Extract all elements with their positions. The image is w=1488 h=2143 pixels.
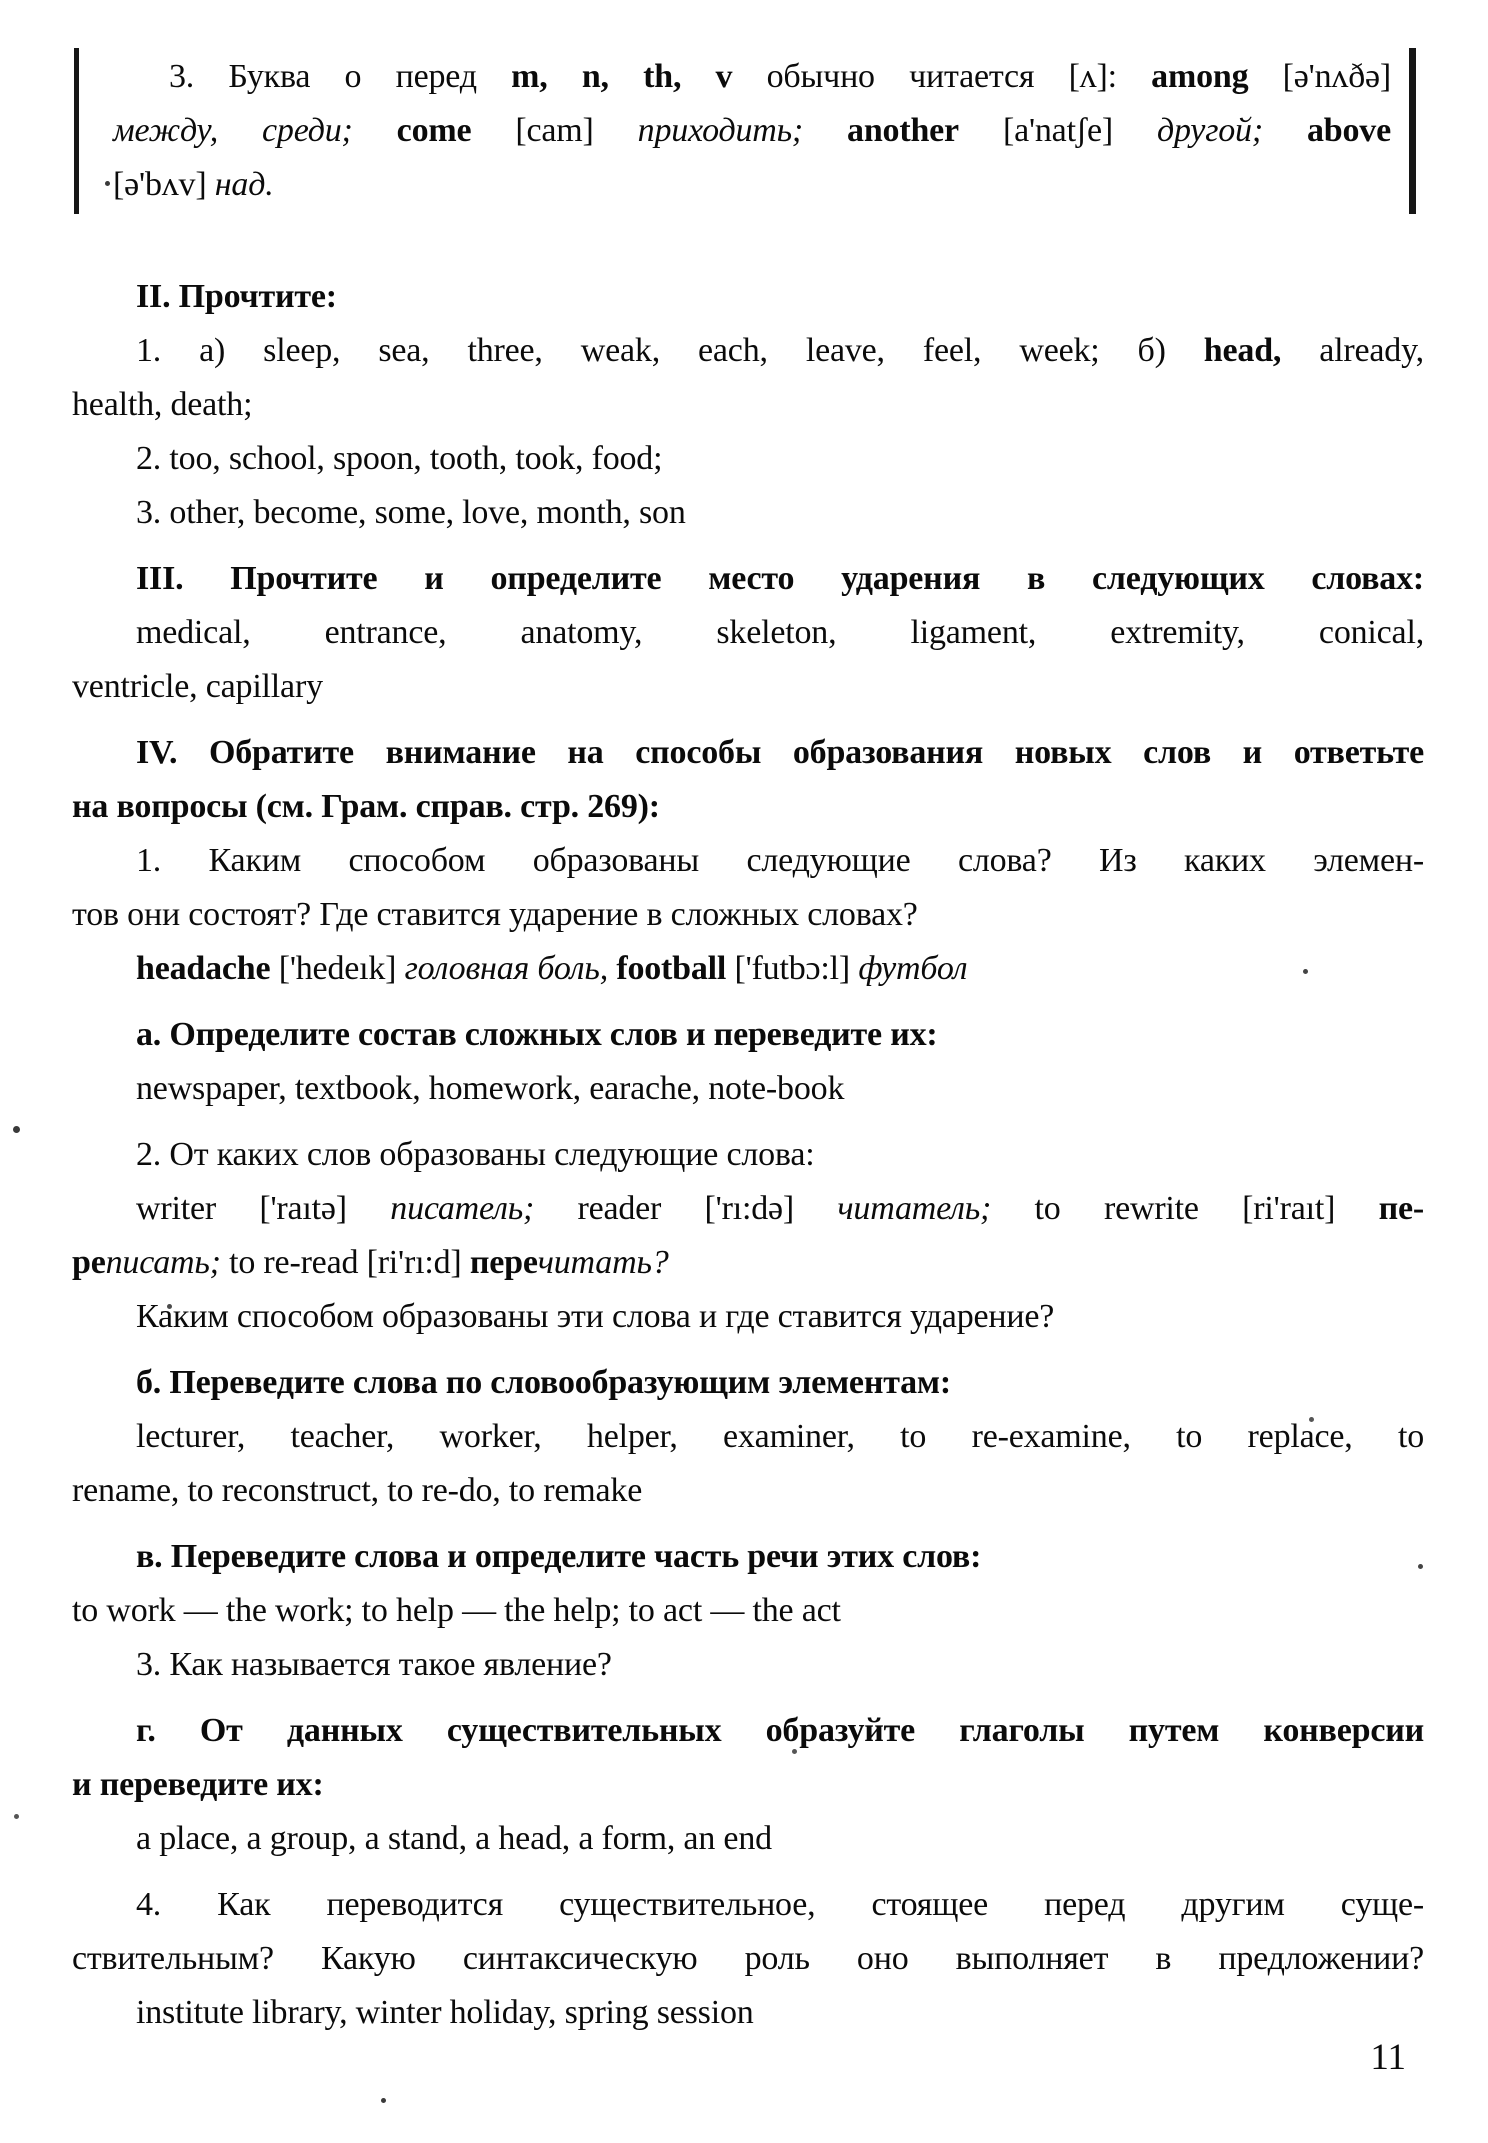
text-run: ['hedeık] <box>270 950 405 987</box>
text-run: above <box>1306 112 1391 149</box>
text-run <box>1263 112 1307 149</box>
heading-iv-g-cont <box>72 1758 1424 1812</box>
page-content <box>72 48 1424 2040</box>
text-run: rename, to reconstruct, to re-do, to remake <box>72 1472 643 1509</box>
text-run <box>803 112 847 149</box>
text-run: футбол <box>858 950 968 987</box>
text-run: приходить; <box>637 112 804 149</box>
text-run: [a'natʃe] <box>958 112 1157 149</box>
heading-iii <box>72 552 1424 606</box>
text-run: II. Прочтите: <box>136 278 337 315</box>
text-run: to re-read [ri'rı:d] <box>220 1244 470 1281</box>
iv-q4-cont <box>72 1932 1424 1986</box>
iv-a-words <box>72 1062 1424 1116</box>
text-run: 1. a) sleep, sea, three, weak, each, leave, feel, week; б) <box>136 332 1204 369</box>
text-run: тов они состоят? Где ставится ударение в сложных словах? <box>72 896 918 933</box>
text-run: 3. other, become, some, love, month, son <box>136 494 686 531</box>
iv-q1-cont <box>72 888 1424 942</box>
text-run: а. Определите состав сложных слов и переведите их: <box>136 1016 938 1053</box>
ex-iii-words-cont <box>72 660 1424 714</box>
text-run: m, n, th, v <box>511 58 733 95</box>
text-run: [ə'bʌv] <box>113 166 215 203</box>
heading-iv <box>72 726 1424 780</box>
text-run: пере <box>469 1244 538 1281</box>
heading-iv-b <box>72 1356 1424 1410</box>
ex-iii-words <box>72 606 1424 660</box>
ex-ii-item-3 <box>72 486 1424 540</box>
text-run: III. Прочтите и определите место ударения в следующих словах: <box>136 560 1424 597</box>
text-run: ventricle, capillary <box>72 668 323 705</box>
text-run: 1. Каким способом образованы следующие слова? Из каких элемен- <box>136 842 1424 879</box>
iv-b-words <box>72 1410 1424 1464</box>
text-run: 2. От каких слов образованы следующие слова: <box>136 1136 815 1173</box>
text-run: headache <box>136 950 271 987</box>
iv-v-examples <box>72 1584 1424 1638</box>
iv-q4 <box>72 1878 1424 1932</box>
text-run: another <box>847 112 959 149</box>
text-run: читать? <box>537 1244 669 1281</box>
iv-g-words <box>72 1812 1424 1866</box>
text-run: IV. Обратите внимание на способы образования новых слов и ответьте <box>136 734 1424 771</box>
text-run: головная боль, <box>404 950 609 987</box>
iv-q2-examples-cont <box>72 1236 1424 1290</box>
text-run: among <box>1151 58 1249 95</box>
text-run: to work — the work; to help — the help; to act — the act <box>72 1592 841 1629</box>
text-run: head, <box>1203 332 1282 369</box>
text-run: между, среди; <box>113 112 353 149</box>
text-run: football <box>616 950 727 987</box>
text-run: [ə'nʌðə] <box>1248 58 1392 95</box>
text-run: и переведите их: <box>72 1766 324 1803</box>
text-run: institute library, winter holiday, spring session <box>136 1994 754 2031</box>
iv-b-words-cont <box>72 1464 1424 1518</box>
text-run: writer ['raıtə] <box>136 1190 391 1227</box>
text-run <box>353 112 397 149</box>
text-run: [cam] <box>471 112 638 149</box>
text-run: 3. Как называется такое явление? <box>136 1646 612 1683</box>
ex-ii-item-1 <box>72 324 1424 378</box>
iv-q2 <box>72 1128 1424 1182</box>
text-run: г. От данных существительных образуйте глаголы путем конверсии <box>136 1712 1424 1749</box>
ex-ii-item-2 <box>72 432 1424 486</box>
rule-3-line-3 <box>113 158 1391 212</box>
text-run: над. <box>214 166 274 203</box>
heading-iv-cont <box>72 780 1424 834</box>
text-run: другой; <box>1156 112 1263 149</box>
iv-examples <box>72 942 1424 996</box>
text-run: писатель; <box>390 1190 535 1227</box>
text-run: обычно читается [ʌ]: <box>732 58 1152 95</box>
text-run: ре <box>72 1244 106 1281</box>
text-run: б. Переведите слова по словообразующим элементам: <box>136 1364 952 1401</box>
page-number: 11 <box>1370 2037 1406 2078</box>
text-run: health, death; <box>72 386 253 423</box>
text-run: на вопросы (см. Грам. справ. стр. 269): <box>72 788 660 825</box>
text-run: Каким способом образованы эти слова и где ставится ударение? <box>136 1298 1055 1335</box>
text-run: ['futbɔ:l] <box>726 950 859 987</box>
text-run: medical, entrance, anatomy, skeleton, ligament, extremity, conical, <box>136 614 1424 651</box>
text-run: 2. too, school, spoon, tooth, took, food; <box>136 440 663 477</box>
heading-iv-g <box>72 1704 1424 1758</box>
iv-q4-examples <box>72 1986 1424 2040</box>
ex-ii-item-1-cont <box>72 378 1424 432</box>
text-run: already, <box>1281 332 1424 369</box>
iv-q3 <box>72 1638 1424 1692</box>
text-run: ствительным? Какую синтаксическую роль оно выполняет в предложении? <box>72 1940 1424 1977</box>
text-run: newspaper, textbook, homework, earache, note-book <box>136 1070 845 1107</box>
heading-iv-a <box>72 1008 1424 1062</box>
rule-3-line-1 <box>113 50 1391 104</box>
iv-q2-examples <box>72 1182 1424 1236</box>
text-run: lecturer, teacher, worker, helper, examiner, to re-examine, to replace, to <box>136 1418 1424 1455</box>
text-run: to rewrite [ri'raıt] <box>991 1190 1379 1227</box>
scan-speckles <box>0 0 3 3</box>
rule-3-line-2 <box>113 104 1391 158</box>
exercise-text <box>72 270 1424 2040</box>
text-run: писать; <box>105 1244 221 1281</box>
text-run: 4. Как переводится существительное, стоящее перед другим суще- <box>136 1886 1424 1923</box>
heading-iv-v <box>72 1530 1424 1584</box>
text-run: come <box>396 112 472 149</box>
iv-q1 <box>72 834 1424 888</box>
text-run: в. Переведите слова и определите часть речи этих слов: <box>136 1538 982 1575</box>
text-run: пе- <box>1378 1190 1424 1227</box>
pronunciation-rule-box <box>74 48 1416 214</box>
text-run: reader ['rı:də] <box>534 1190 838 1227</box>
text-run: a place, a group, a stand, a head, a form, an end <box>136 1820 772 1857</box>
iv-q2-note <box>72 1290 1424 1344</box>
heading-ii <box>72 270 1424 324</box>
text-run: 3. Буква о перед <box>169 58 512 95</box>
text-run: читатель; <box>837 1190 992 1227</box>
